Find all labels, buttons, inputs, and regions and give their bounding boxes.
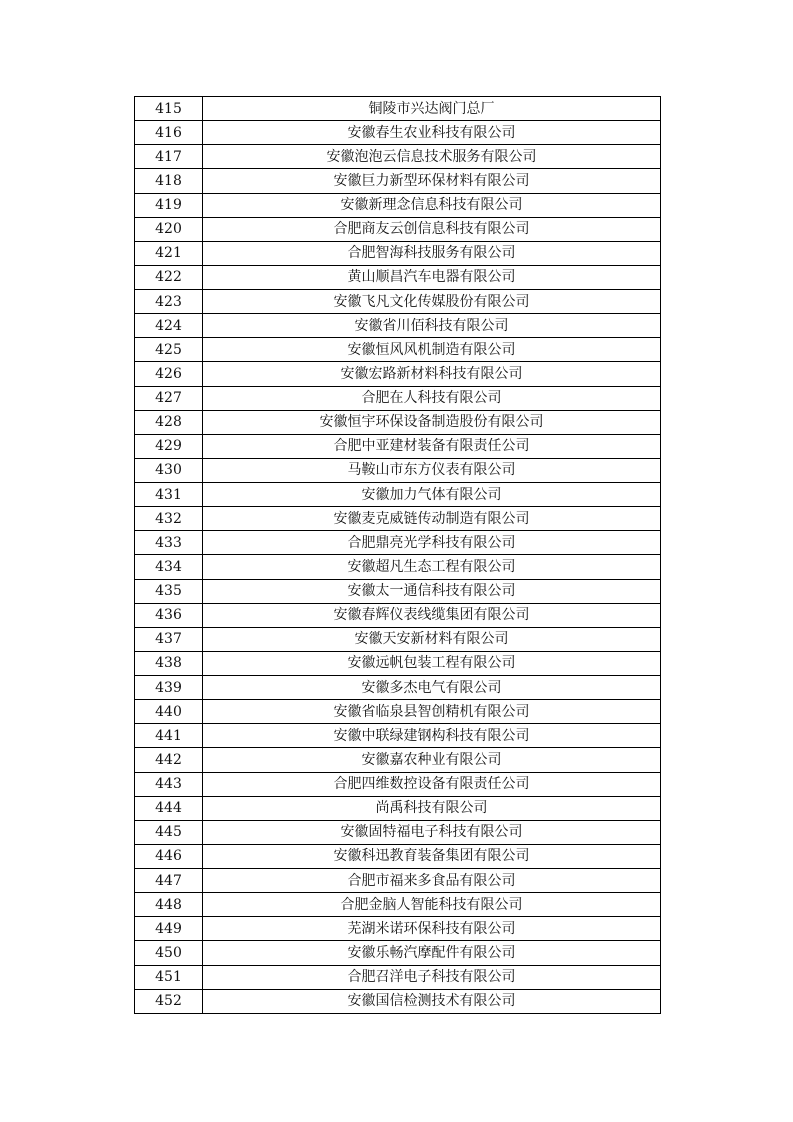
row-number-cell: 450 [135, 941, 203, 965]
row-number-cell: 423 [135, 290, 203, 314]
row-number-cell: 421 [135, 241, 203, 265]
row-number-cell: 452 [135, 989, 203, 1013]
row-number-cell: 430 [135, 458, 203, 482]
company-name-cell: 安徽宏路新材料科技有限公司 [203, 362, 661, 386]
company-name-cell: 合肥在人科技有限公司 [203, 386, 661, 410]
table-row [135, 989, 661, 1013]
table-row [135, 651, 661, 675]
company-name-cell: 安徽飞凡文化传媒股份有限公司 [203, 290, 661, 314]
company-name-cell: 安徽中联绿建钢构科技有限公司 [203, 724, 661, 748]
row-number-cell: 451 [135, 965, 203, 989]
table-row [135, 627, 661, 651]
table-row [135, 700, 661, 724]
row-number-cell: 420 [135, 217, 203, 241]
table-row [135, 169, 661, 193]
table-row [135, 531, 661, 555]
table-row [135, 796, 661, 820]
company-name-cell: 安徽恒宇环保设备制造股份有限公司 [203, 410, 661, 434]
row-number-cell: 429 [135, 434, 203, 458]
row-number-cell: 434 [135, 555, 203, 579]
row-number-cell: 415 [135, 97, 203, 121]
table-row [135, 844, 661, 868]
row-number-cell: 443 [135, 772, 203, 796]
company-name-cell: 安徽多杰电气有限公司 [203, 676, 661, 700]
table-row [135, 507, 661, 531]
row-number-cell: 416 [135, 121, 203, 145]
company-name-cell: 安徽天安新材料有限公司 [203, 627, 661, 651]
row-number-cell: 445 [135, 820, 203, 844]
company-name-cell: 安徽乐畅汽摩配件有限公司 [203, 941, 661, 965]
company-name-cell: 尚禹科技有限公司 [203, 796, 661, 820]
table-row [135, 217, 661, 241]
row-number-cell: 419 [135, 193, 203, 217]
company-name-cell: 安徽新理念信息科技有限公司 [203, 193, 661, 217]
table-row [135, 941, 661, 965]
company-list-table [134, 96, 661, 1014]
table-row [135, 314, 661, 338]
row-number-cell: 439 [135, 676, 203, 700]
row-number-cell: 431 [135, 483, 203, 507]
company-name-cell: 马鞍山市东方仪表有限公司 [203, 458, 661, 482]
table-row [135, 748, 661, 772]
row-number-cell: 436 [135, 603, 203, 627]
company-name-cell: 芜湖米诺环保科技有限公司 [203, 917, 661, 941]
table-row [135, 603, 661, 627]
table-row [135, 338, 661, 362]
row-number-cell: 442 [135, 748, 203, 772]
company-name-cell: 安徽省川佰科技有限公司 [203, 314, 661, 338]
company-name-cell: 安徽超凡生态工程有限公司 [203, 555, 661, 579]
row-number-cell: 447 [135, 869, 203, 893]
row-number-cell: 446 [135, 844, 203, 868]
company-name-cell: 安徽麦克威链传动制造有限公司 [203, 507, 661, 531]
company-name-cell: 合肥金脑人智能科技有限公司 [203, 893, 661, 917]
company-name-cell: 安徽固特福电子科技有限公司 [203, 820, 661, 844]
company-name-cell: 安徽恒风风机制造有限公司 [203, 338, 661, 362]
company-name-cell: 安徽国信检测技术有限公司 [203, 989, 661, 1013]
row-number-cell: 449 [135, 917, 203, 941]
table-row [135, 458, 661, 482]
table-row [135, 555, 661, 579]
company-name-cell: 安徽太一通信科技有限公司 [203, 579, 661, 603]
table-row [135, 241, 661, 265]
row-number-cell: 437 [135, 627, 203, 651]
company-name-cell: 合肥中亚建材装备有限责任公司 [203, 434, 661, 458]
row-number-cell: 441 [135, 724, 203, 748]
company-name-cell: 安徽加力气体有限公司 [203, 483, 661, 507]
company-name-cell: 安徽泡泡云信息技术服务有限公司 [203, 145, 661, 169]
table-row [135, 362, 661, 386]
table-row [135, 772, 661, 796]
table-row [135, 869, 661, 893]
company-name-cell: 铜陵市兴达阀门总厂 [203, 97, 661, 121]
table-row [135, 386, 661, 410]
table-row [135, 579, 661, 603]
table-row [135, 145, 661, 169]
table-row [135, 290, 661, 314]
row-number-cell: 425 [135, 338, 203, 362]
company-name-cell: 安徽春生农业科技有限公司 [203, 121, 661, 145]
company-name-cell: 安徽春辉仪表线缆集团有限公司 [203, 603, 661, 627]
company-name-cell: 安徽远帆包装工程有限公司 [203, 651, 661, 675]
row-number-cell: 422 [135, 265, 203, 289]
row-number-cell: 433 [135, 531, 203, 555]
company-name-cell: 合肥商友云创信息科技有限公司 [203, 217, 661, 241]
company-name-cell: 安徽省临泉县智创精机有限公司 [203, 700, 661, 724]
row-number-cell: 426 [135, 362, 203, 386]
table-row [135, 676, 661, 700]
row-number-cell: 432 [135, 507, 203, 531]
table-row [135, 97, 661, 121]
company-name-cell: 合肥鼎亮光学科技有限公司 [203, 531, 661, 555]
row-number-cell: 427 [135, 386, 203, 410]
table-row [135, 724, 661, 748]
row-number-cell: 417 [135, 145, 203, 169]
company-name-cell: 合肥市福来多食品有限公司 [203, 869, 661, 893]
company-name-cell: 合肥智海科技服务有限公司 [203, 241, 661, 265]
table-row [135, 917, 661, 941]
company-name-cell: 合肥四维数控设备有限责任公司 [203, 772, 661, 796]
table-row [135, 434, 661, 458]
table-row [135, 265, 661, 289]
row-number-cell: 428 [135, 410, 203, 434]
row-number-cell: 438 [135, 651, 203, 675]
table-row [135, 820, 661, 844]
table-row [135, 410, 661, 434]
company-name-cell: 安徽嘉农种业有限公司 [203, 748, 661, 772]
company-name-cell: 黄山顺昌汽车电器有限公司 [203, 265, 661, 289]
company-name-cell: 合肥召洋电子科技有限公司 [203, 965, 661, 989]
table-row [135, 965, 661, 989]
row-number-cell: 440 [135, 700, 203, 724]
row-number-cell: 435 [135, 579, 203, 603]
table-row [135, 893, 661, 917]
table-row [135, 483, 661, 507]
company-name-cell: 安徽科迅教育装备集团有限公司 [203, 844, 661, 868]
table-row [135, 193, 661, 217]
row-number-cell: 448 [135, 893, 203, 917]
row-number-cell: 418 [135, 169, 203, 193]
row-number-cell: 444 [135, 796, 203, 820]
company-name-cell: 安徽巨力新型环保材料有限公司 [203, 169, 661, 193]
table-row [135, 121, 661, 145]
row-number-cell: 424 [135, 314, 203, 338]
table-body [135, 97, 661, 1014]
